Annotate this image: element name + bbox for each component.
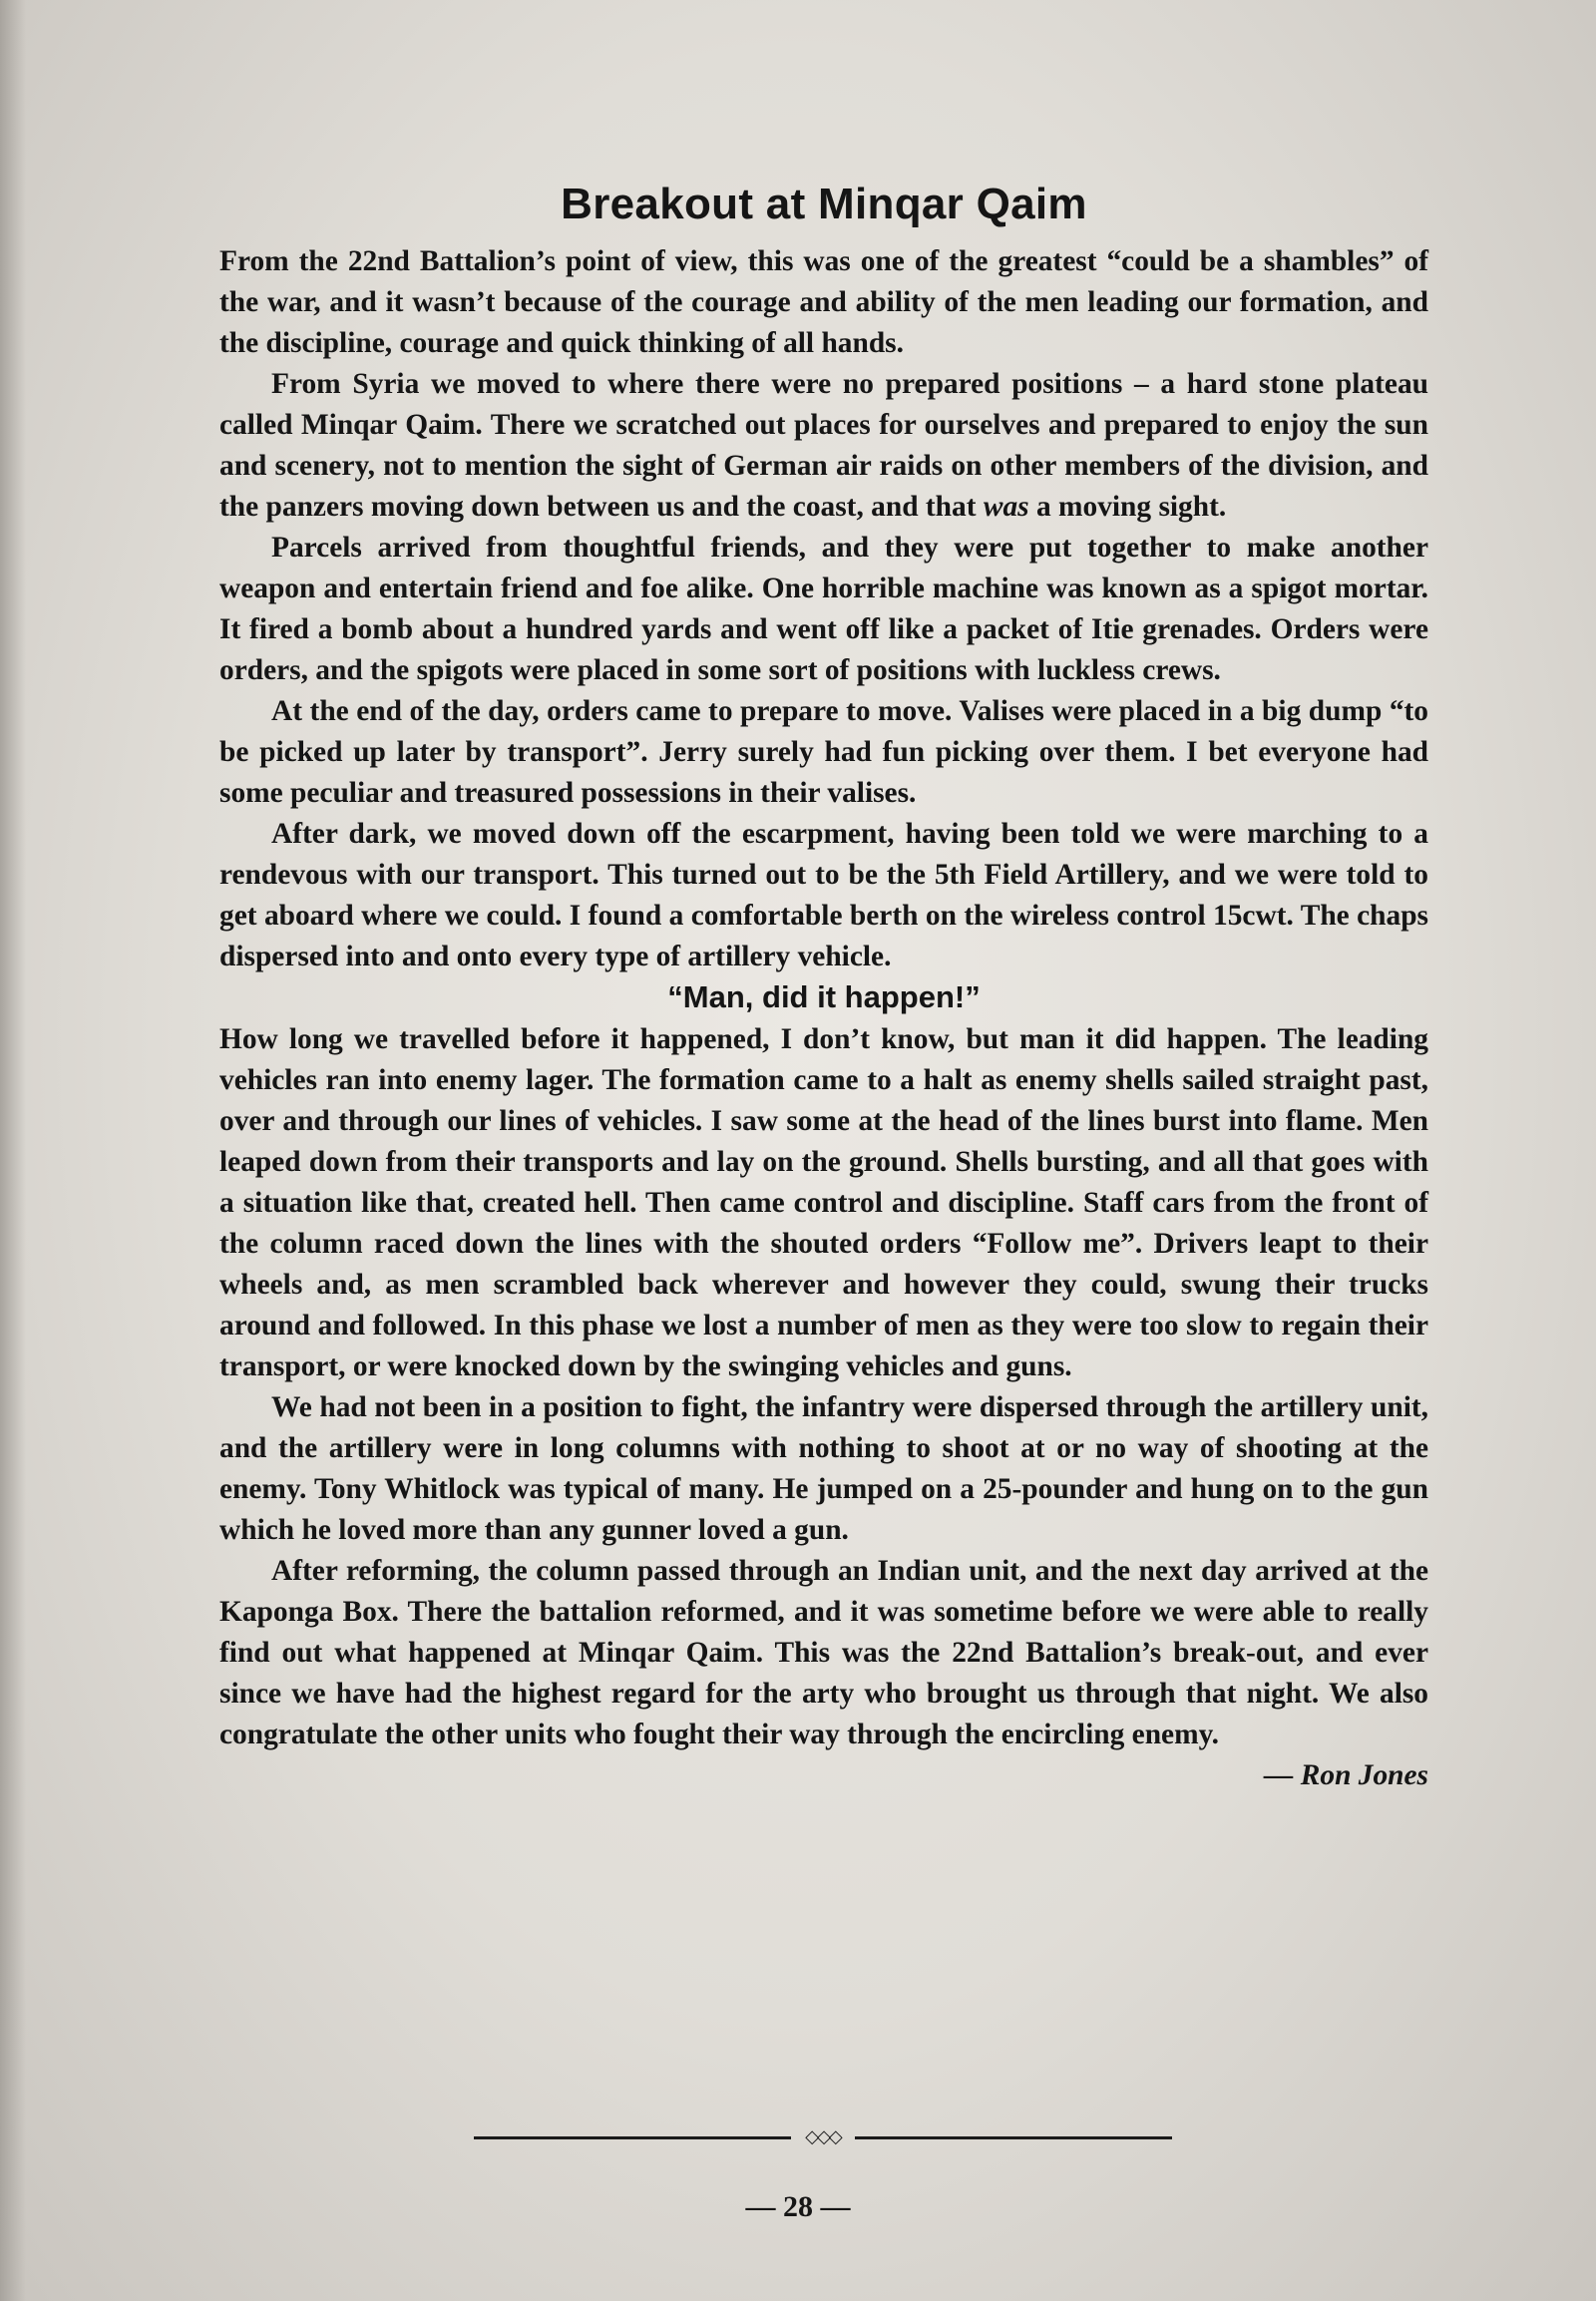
- paragraph-2-text: From Syria we moved to where there were no prepared positions – a hard stone plateau called Minqar Qaim. There we scratched out places for ourselves and prepared to enjoy the sun and scenery, not to mention the sight of German air raids on other members of the division, and the panzers moving down between us and the coast, and that: [219, 368, 1428, 523]
- paragraph-8: After reforming, the column passed through an Indian unit, and the next day arrived at the Kaponga Box. There the battalion reformed, and it was sometime before we were able to really find out what happened at Minqar Qaim. This was the 22nd Battalion’s break-out, and ever since we have had the highest regard for the arty who brought us through that night. We also congratulate the other units who fought their way through the encircling enemy.: [219, 1555, 1428, 1750]
- paragraph-6: How long we travelled before it happened, I don’t know, but man it did happen. The leading vehicles ran into enemy lager. The formation came to a halt as enemy shells sailed straight past, over and through our lines of vehicles. I saw some at the head of the lines burst into flame. Men leaped down from their transports and lay on the ground. Shells bursting, and all that goes with a situation like that, created hell. Then came control and discipline. Staff cars from the front of the column raced down the lines with the shouted orders “Follow me”. Drivers leapt to their wheels and, as men scrambled back wherever and however they could, swung their trucks around and followed. In this phase we lost a number of men as they were too slow to regain their transport, or were knocked down by the swinging vehicles and guns.: [219, 1023, 1428, 1382]
- paragraph-3: Parcels arrived from thoughtful friends, and they were put together to make another weapon and entertain friend and foe alike. One horrible machine was known as a spigot mortar. It fired a bomb about a hundred yards and went off like a packet of Itie grenades. Orders were orders, and the spigots were placed in some sort of positions with luckless crews.: [219, 532, 1428, 686]
- paragraph-2-italic: was: [983, 491, 1029, 523]
- paragraph-2: [219, 364, 1428, 528]
- paragraph-1: From the 22nd Battalion’s point of view, this was one of the greatest “could be a shambles” of the war, and it wasn’t because of the courage and ability of the men leading our formation, and the discipline, courage and quick thinking of all hands.: [219, 245, 1428, 359]
- page-number: — 28 —: [745, 2190, 851, 2223]
- paragraph-7: We had not been in a position to fight, the infantry were dispersed through the artillery unit, and the artillery were in long columns with nothing to shoot at or no way of shooting at the enemy. Tony Whitlock was typical of many. He jumped on a 25-pounder and hung on to the gun which he loved more than any gunner loved a gun.: [219, 1391, 1428, 1546]
- section-divider: [474, 2125, 1172, 2149]
- paragraph-5: After dark, we moved down off the escarpment, having been told we were marching to a rendevous with our transport. This turned out to be the 5th Field Artillery, and we were told to get aboard where we could. I found a comfortable berth on the wireless control 15cwt. The chaps dispersed into and onto every type of artillery vehicle.: [219, 818, 1428, 972]
- author-signature: — Ron Jones: [1264, 1759, 1428, 1791]
- paragraph-2-tail: a moving sight.: [1028, 491, 1227, 523]
- divider-line-right: [855, 2136, 1172, 2139]
- article: [219, 180, 1428, 1796]
- subheading: “Man, did it happen!”: [667, 979, 981, 1014]
- paragraph-4: At the end of the day, orders came to prepare to move. Valises were placed in a big dump “to be picked up later by transport”. Jerry surely had fun picking over them. I bet everyone had some peculiar and treasured possessions in their valises.: [219, 695, 1428, 809]
- divider-ornament: ◇◇◇: [805, 2126, 841, 2147]
- article-title: Breakout at Minqar Qaim: [561, 180, 1087, 228]
- divider-line-left: [474, 2136, 791, 2139]
